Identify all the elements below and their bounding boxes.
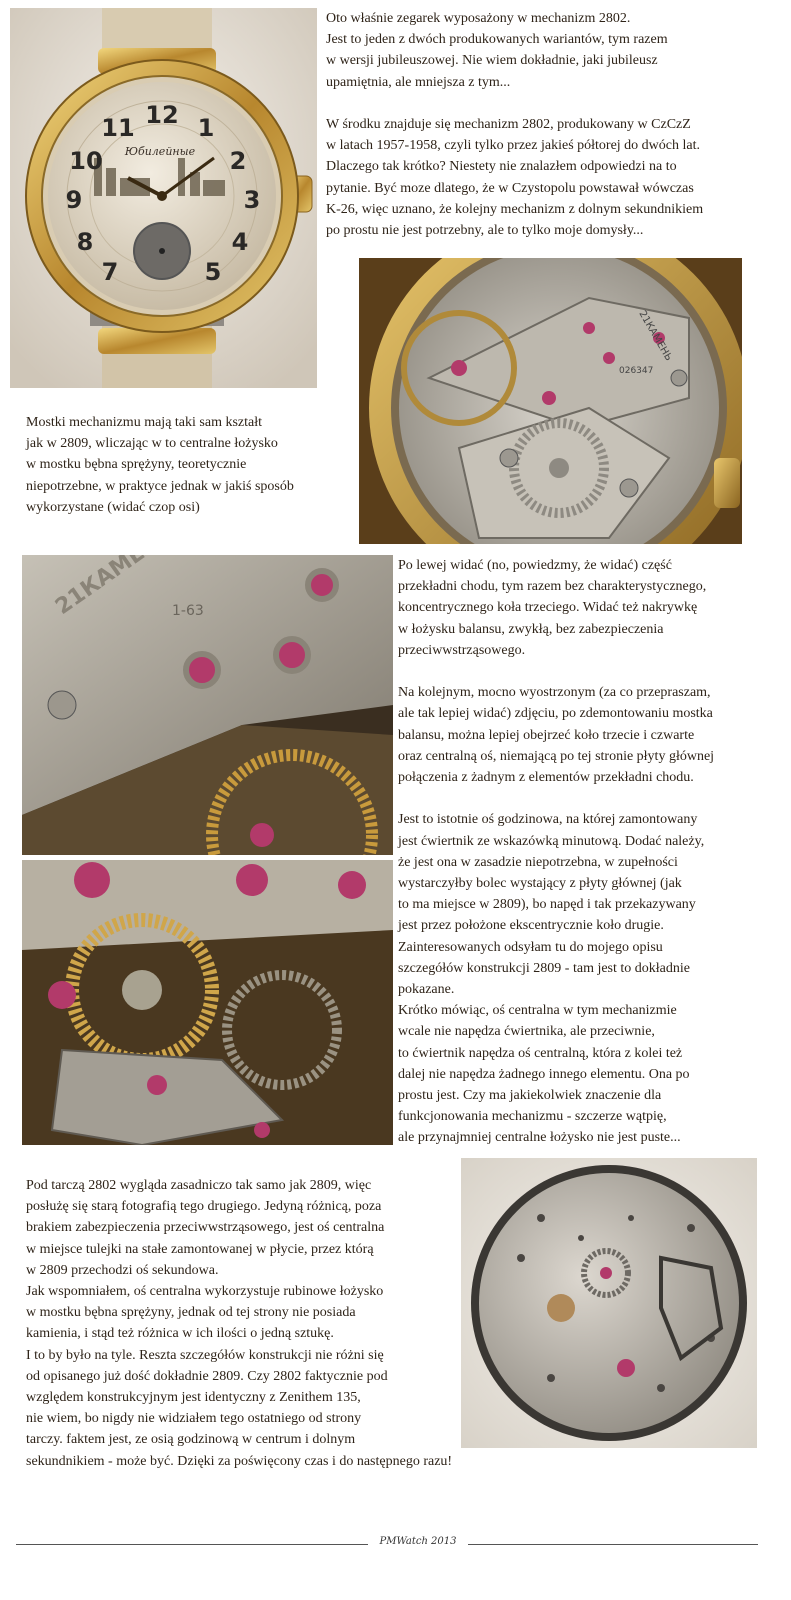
dial-side-movement-photo xyxy=(461,1158,757,1448)
text-line: w wersji jubileuszowej. Nie wiem dokładnie, jaki jubileusz xyxy=(326,53,658,69)
text-line: od opisanego już dość dokładnie 2809. Czy 2802 faktycznie pod xyxy=(26,1368,388,1384)
text-line: Jak wspomniałem, oś centralna wykorzystuje rubinowe łożysko xyxy=(26,1284,384,1300)
text-line: wykorzystane (widać czop osi) xyxy=(26,499,200,515)
text-line: to ma miejsce w 2809), bo napęd i tak przekazywany xyxy=(398,897,696,913)
text-line: w mostku bębna sprężyny, teoretycznie xyxy=(26,457,247,473)
text-block-gear-train xyxy=(398,555,714,1149)
text-line: w 2809 przechodzi oś sekundowa. xyxy=(26,1262,219,1278)
dial-numeral-3: 3 xyxy=(243,186,261,214)
dial-numeral-9: 9 xyxy=(65,186,83,214)
text-line: dalej nie napędza żadnego innego elementu. Ona po xyxy=(398,1066,690,1082)
text-line: wystarczyłby bolec wystający z płyty głównej (jak xyxy=(398,876,682,892)
text-line: kamienia, i stąd też różnica w ich ilości o jedną sztukę. xyxy=(26,1326,334,1342)
text-line: względem konstrukcyjnym jest identyczny z Zenithem 135, xyxy=(26,1390,361,1406)
text-line: w latach 1957-1958, czyli tylko przez jakieś półtorej do dwóch lat. xyxy=(326,138,701,154)
text-line: połączenia z żadnym z elementów przekładni chodu. xyxy=(398,770,694,786)
text-line: w miejsce tulejki na stałe zamontowanej w płycie, przez którą xyxy=(26,1241,374,1257)
text-line: brakiem zabezpieczenia przeciwwstrząsowego, jest oś centralna xyxy=(26,1220,385,1236)
dial-numeral-1: 1 xyxy=(197,114,215,142)
text-line: posłużę się starą fotografią tego drugiego. Jedyną różnicą, poza xyxy=(26,1199,382,1215)
text-line: niepotrzebne, w praktyce jednak w jakiś sposób xyxy=(26,478,294,494)
text-line: w mostku bębna sprężyny, jednak od tej strony nie posiada xyxy=(26,1305,356,1321)
text-line: oraz centralną oś, niemającą po tej stronie płyty głównej xyxy=(398,748,715,764)
text-line: jest ćwiertnik ze wskazówką minutową. Dodać należy, xyxy=(398,833,705,849)
text-line: Jest to jeden z dwóch produkowanych wariantów, tym razem xyxy=(326,32,668,48)
dial-numeral-8: 8 xyxy=(76,228,94,256)
text-line: Po lewej widać (no, powiedzmy, że widać) część xyxy=(398,558,672,573)
text-line: że jest ona w zasadzie niepotrzebna, w zupełności xyxy=(398,854,678,870)
text-line: jak w 2809, wliczając w to centralne łożysko xyxy=(26,436,278,452)
dial-numeral-12: 12 xyxy=(145,101,179,129)
text-line: pytanie. Być moze dlatego, że w Czystopolu powstawał wówczas xyxy=(326,180,694,196)
dial-numeral-5: 5 xyxy=(204,258,222,286)
text-line: ale tak lepiej widać) zdjęciu, po zdemontowaniu mostka xyxy=(398,706,713,722)
text-line: I to by było na tyle. Reszta szczegółów konstrukcji nie różni się xyxy=(26,1347,384,1363)
text-line: Na kolejnym, mocno wyostrzonym (za co przepraszam, xyxy=(398,685,711,701)
text-line: nie wiem, bo nigdy nie widziałem tego ostatniego od strony xyxy=(26,1411,362,1427)
dial-brand-text: Юбилейные xyxy=(124,145,196,158)
text-block-under-dial xyxy=(26,1175,452,1472)
gear-train-caliber: 1-63 xyxy=(172,603,204,619)
watch-dial-photo xyxy=(10,8,317,388)
dial-numeral-11: 11 xyxy=(101,114,135,142)
text-line xyxy=(398,788,714,809)
text-line: Jest to istotnie oś godzinowa, na której zamontowany xyxy=(398,812,698,828)
text-block-intro xyxy=(326,8,703,241)
movement-jewels-label: 21КАМЕНЬ xyxy=(636,309,674,363)
watch-dial-illustration xyxy=(10,8,317,388)
footer-divider-left xyxy=(16,1544,368,1545)
text-line: sekundnikiem - może być. Dzięki za poświęcony czas i do następnego razu! xyxy=(26,1453,453,1469)
text-line: w łożysku balansu, zwykłą, bez zabezpieczenia xyxy=(398,621,664,637)
gear-train-photo xyxy=(22,555,393,855)
text-line: Oto właśnie zegarek wyposażony w mechanizm 2802. xyxy=(326,11,631,26)
text-line: pokazane. xyxy=(398,982,455,998)
text-line: funkcjonowania mechanizmu - szczerze wątpię, xyxy=(398,1109,667,1125)
text-line xyxy=(326,93,703,114)
movement-back-photo xyxy=(359,258,742,544)
text-line: ale przynajmniej centralne łożysko nie jest puste... xyxy=(398,1130,681,1146)
text-line: Mostki mechanizmu mają taki sam kształt xyxy=(26,415,262,430)
text-line: to ćwiertnik napędza oś centralną, która z kolei też xyxy=(398,1045,683,1061)
dial-numeral-10: 10 xyxy=(69,147,103,175)
text-line: szczegółów konstrukcji 2809 - tam jest to dokładnie xyxy=(398,960,690,976)
text-line: W środku znajduje się mechanizm 2802, produkowany w CzCzZ xyxy=(326,117,691,133)
text-line: K-26, więc uznano, że kolejny mechanizm z dolnym sekundnikiem xyxy=(326,201,704,217)
text-block-bridges xyxy=(26,412,294,518)
text-line: przekładni chodu, tym razem bez charakterystycznego, xyxy=(398,579,707,595)
dial-numeral-4: 4 xyxy=(231,228,249,256)
text-line: jest przez położone ekscentrycznie koło drugie. xyxy=(398,918,664,934)
movement-serial: 026347 xyxy=(619,366,654,376)
text-line: prostu jest. Czy ma jakiekolwiek znaczenie dla xyxy=(398,1088,662,1104)
wheels-closeup-photo xyxy=(22,860,393,1145)
footer-signature: PMWatch 2013 xyxy=(379,1536,457,1547)
text-line: Dlaczego tak krótko? Niestety nie znalazłem odpowiedzi na to xyxy=(326,159,677,175)
text-line: po prostu nie jest potrzebny, ale to tylko moje domysły... xyxy=(326,223,644,239)
footer-divider-right xyxy=(468,1544,758,1545)
text-line: balansu, można lepiej obejrzeć koło trzecie i czwarte xyxy=(398,727,695,743)
text-line: Zainteresowanych odsyłam tu do mojego opisu xyxy=(398,939,663,955)
text-line: Pod tarczą 2802 wygląda zasadniczo tak samo jak 2809, więc xyxy=(26,1178,372,1193)
text-line: tarczy. faktem jest, ze osią godzinową w centrum i dolnym xyxy=(26,1432,356,1448)
text-line xyxy=(398,661,714,682)
text-line: wcale nie napędza ćwiertnika, ale przeciwnie, xyxy=(398,1024,655,1040)
text-line: koncentrycznego koła trzeciego. Widać też nakrywkę xyxy=(398,600,698,616)
text-line: upamiętnia, ale mniejsza z tym... xyxy=(326,74,511,90)
dial-numeral-7: 7 xyxy=(101,258,119,286)
dial-numeral-2: 2 xyxy=(229,147,247,175)
text-line: Krótko mówiąc, oś centralna w tym mechanizmie xyxy=(398,1003,677,1019)
text-line: przeciwwstrząsowego. xyxy=(398,642,526,658)
